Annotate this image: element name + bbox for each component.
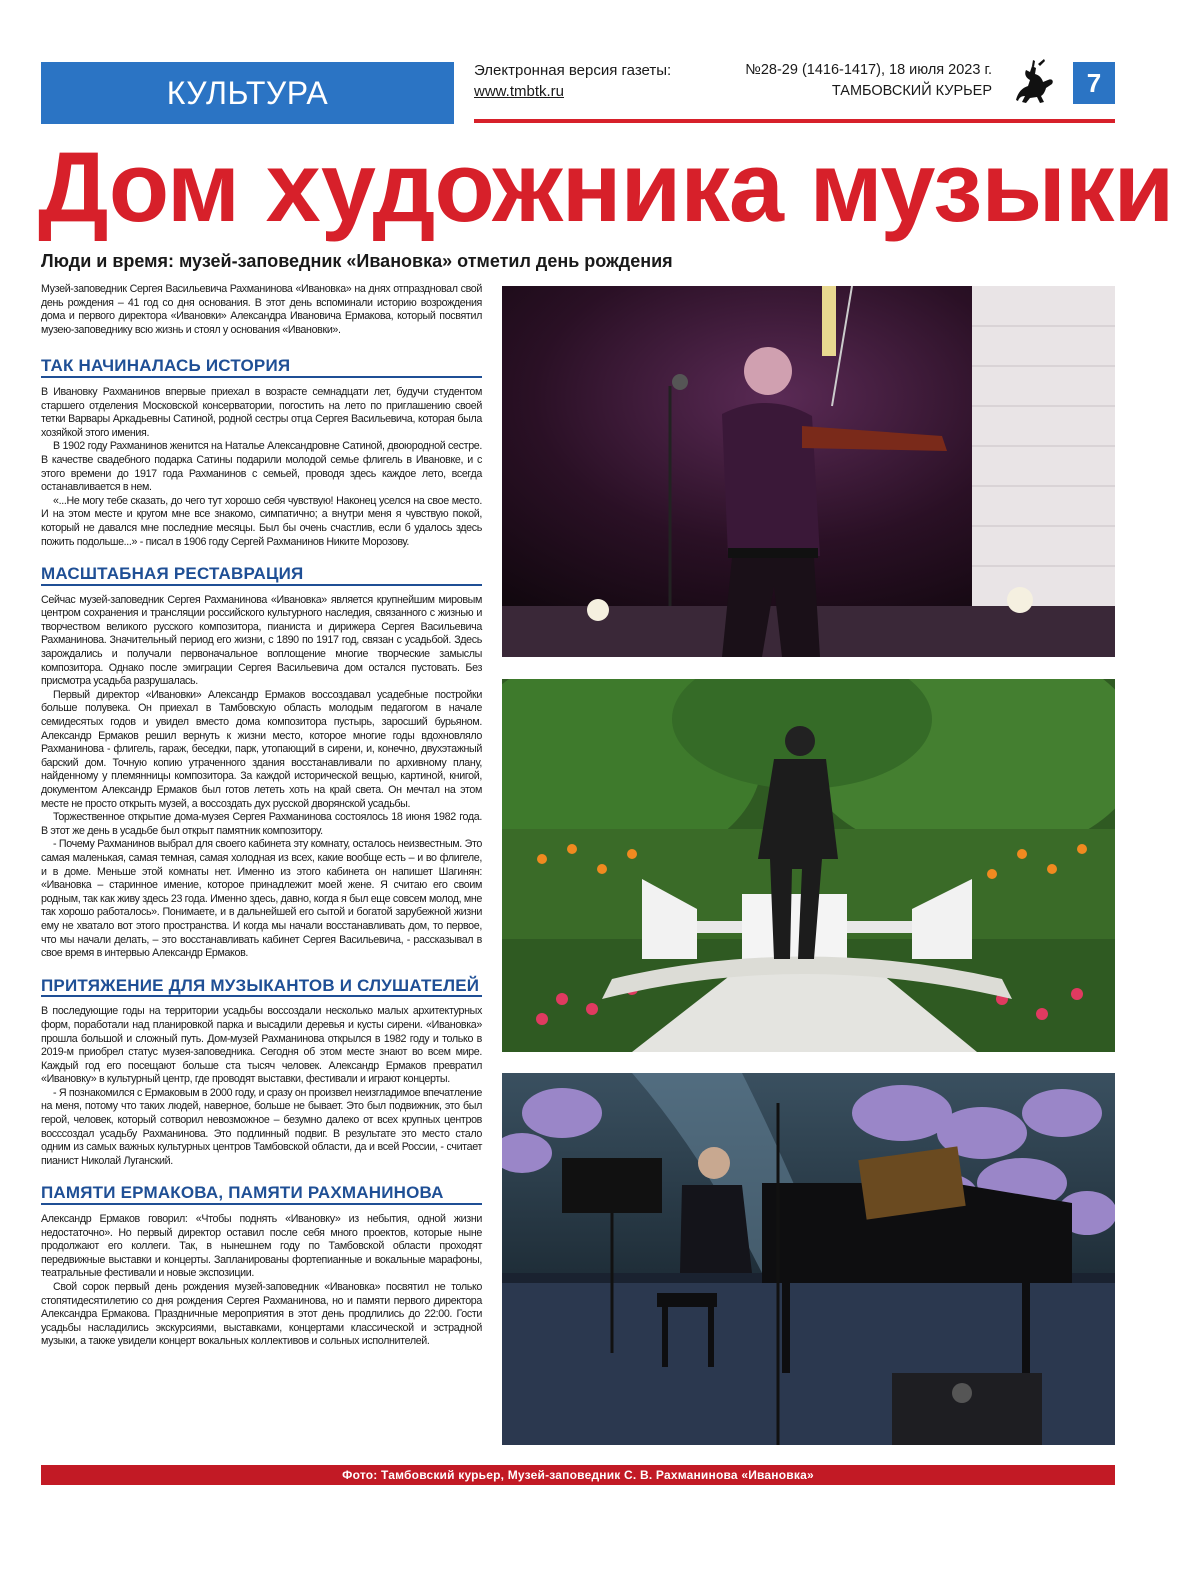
edition-info bbox=[474, 60, 704, 102]
article-subhead: Люди и время: музей-заповедник «Ивановка» отметил день рождения bbox=[41, 251, 673, 271]
paragraph: Торжественное открытие дома-музея Сергея Рахманинова состоялось 18 июня 1982 года. В этот же день в усадьбе был открыт памятник композитору. bbox=[41, 811, 482, 837]
pianist-photo bbox=[502, 1073, 1115, 1445]
paragraph: Александр Ермаков говорил: «Чтобы поднять «Ивановку» из небытия, одной жизни недостаточно». Но первый директор оставил после себя много проектов, которые ныне продолжают его коллеги. Так, в нынешнем году по Тамбовской области проходят передвижные выставки и концерты. Запланированы фортепианные и вокальные марафоны, театральные фестивали и новые экспозиции. bbox=[41, 1213, 482, 1280]
header-rule bbox=[474, 119, 1115, 123]
page-number-badge bbox=[1073, 62, 1115, 104]
page-number: 7 bbox=[1086, 67, 1102, 98]
paragraph: - Почему Рахманинов выбрал для своего кабинета эту комнату, осталось неизвестным. Это самая маленькая, самая темная, самая холодная из всех, какие вообще есть – и во флигеле, и в доме. Меньше этой комнаты нет. Именно из этого кабинета он напишет Шагинян: «Ивановка – старинное имение, которое принадлежит моей жене. Я считаю его своим родным, так как живу здесь 23 года. Именно здесь, давно, когда я был еще совсем молод, мне так хорошо работалось». Понимаете, и в дальнейшей его сытой и богатой зарубежной жизни ему не хватало вот этого пространства. И когда мы начали восстанавливать дом, то первое, что мы начали делать, – это восстанавливать кабинет Сергея Васильевича, - рассказывал в свое время в интервью Александр Ермаков. bbox=[41, 838, 482, 960]
monument-garden-photo bbox=[502, 679, 1115, 1052]
section-heading: МАСШТАБНАЯ РЕСТАВРАЦИЯ bbox=[41, 567, 482, 586]
paragraph: Первый директор «Ивановки» Александр Ермаков воссоздавал усадебные постройки больше полувека. Он приехал в Тамбовскую область молодым педагогом в начале семидесятых годов и увидел вместо дома композитора пустырь, заросший бурьяном. Александр Ермаков решил вернуть к жизни место, которое многие годы вдохновляло Рахманинова - флигель, гараж, беседки, парк, утопающий в сирени, и, конечно, двухэтажный барский дом. Точную копию утраченного здания восстанавливали по архивному плану, найденному у племянницы композитора. За каждой исторической вещью, картиной, книгой, документом Александр Ермаков был готов лететь хоть на край света. Он мечтал на этом месте не просто открыть музей, а воссоздать дух русской дворянской усадьбы. bbox=[41, 688, 482, 810]
paragraph: В Ивановку Рахманинов впервые приехал в возрасте семнадцати лет, будучи студентом старшего отделения Московской консерватории, погостить на лето по приглашению своей тетки Варвары Аркадьевны Сатиной, родной сестры отца Сергея Васильевича, которая была хозяйкой этого имения. bbox=[41, 385, 482, 439]
horseman-logo-icon bbox=[1008, 58, 1058, 106]
paragraph: В 1902 году Рахманинов женится на Наталье Александровне Сатиной, двоюродной сестре. В качестве свадебного подарка Сатины подарили молодой семье флигель в Ивановке, и с этого времени до 1917 года Рахманинов с семьей, проводя здесь каждое лето, всегда останавливается в нем. bbox=[41, 440, 482, 494]
paper-name: ТАМБОВСКИЙ КУРЬЕР bbox=[831, 83, 992, 99]
article-body bbox=[41, 283, 482, 1349]
paragraph: Сейчас музей-заповедник Сергея Рахманинова «Ивановка» является крупнейшим мировым центром сохранения и трансляции российского культурного наследия, связанного с жизнью и творчеством великого русского композитора, пианиста и дирижера Сергея Васильевича Рахманинова. Значительный период его жизни, с 1890 по 1917 год, связан с усадьбой. Здесь зарождались и получали первоначальное воплощение многие творческие замыслы композитора. Однако после эмиграции Сергея Васильевича дом остался пустовать. Без присмотра усадьба разрушалась. bbox=[41, 593, 482, 688]
section-banner bbox=[41, 62, 454, 124]
issue-number: №28-29 (1416-1417), 18 июля 2023 г. bbox=[745, 62, 992, 78]
section-label: КУЛЬТУРА bbox=[166, 74, 329, 111]
edition-label: Электронная версия газеты: bbox=[474, 62, 672, 79]
section-heading: ТАК НАЧИНАЛАСЬ ИСТОРИЯ bbox=[41, 359, 482, 378]
violinist-photo bbox=[502, 286, 1115, 657]
article-headline: Дом художника музыки bbox=[38, 131, 1174, 242]
photo-credit-bar bbox=[41, 1465, 1115, 1485]
paragraph: Свой сорок первый день рождения музей-заповедник «Ивановка» посвятил не только стопятидесятилетию со дня рождения Сергея Рахманинова, но и памяти первого директора Александра Ермакова. Праздничные мероприятия в этот день продлились до 22:00. Гости усадьбы насладились экскурсиями, выставками, концертами классической и эстрадной музыки, а также увидели концерт вокальных коллективов и сольных исполнителей. bbox=[41, 1281, 482, 1348]
paragraph: В последующие годы на территории усадьбы воссоздали несколько малых архитектурных форм, поработали над планировкой парка и высадили деревья и кусты сирени. «Ивановка» прошла большой и сложный путь. Дом-музей Рахманинова открылся в 1982 году и только в 2019-м приобрел статус музея-заповедника. Сегодня об этом месте знают во всем мире. Каждый год его посещают больше ста тысяч человек. Александр Ермаков превратил «Ивановку» в культурный центр, где проводят выставки, фестивали и играют концерты. bbox=[41, 1005, 482, 1086]
edition-site-link[interactable]: www.tmbtk.ru bbox=[474, 83, 565, 100]
paragraph: - Я познакомился с Ермаковым в 2000 году, и сразу он произвел неизгладимое впечатление на меня, потому что таких людей, наверное, больше не бывает. Это был подвижник, это был герой, человек, который сотворил невозможное – безумно далеко от всех крупных центров восссоздал усадьбу Рахманинова. Это подлинный подвиг. В результате это место стало одним из самых важных культурных центров Тамбовской области, да и всей России, - считает пианист Николай Луганский. bbox=[41, 1086, 482, 1167]
section-heading: ПАМЯТИ ЕРМАКОВА, ПАМЯТИ РАХМАНИНОВА bbox=[41, 1186, 482, 1205]
issue-info bbox=[700, 60, 992, 102]
section-heading: ПРИТЯЖЕНИЕ ДЛЯ МУЗЫКАНТОВ И СЛУШАТЕЛЕЙ bbox=[41, 979, 482, 998]
photo-credit: Фото: Тамбовский курьер, Музей-заповедник С. В. Рахманинова «Ивановка» bbox=[342, 1468, 814, 1482]
article-lead: Музей-заповедник Сергея Васильевича Рахманинова «Ивановка» на днях отпраздновал свой день рождения – 41 год со дня основания. В этот день вспоминали историю возрождения дома и первого директора «Ивановки» Александра Ивановича Ермакова, который посвятил музею-заповеднику всю жизнь и стоял у основания «Ивановки». bbox=[41, 283, 482, 336]
paragraph: «...Не могу тебе сказать, до чего тут хорошо себя чувствую! Наконец уселся на свое место. И на этом месте и кругом мне все знакомо, симпатично; а внутри меня я чувствую покой, который не давался мне последние месяцы. Был бы очень счастлив, если б удалось здесь пожить подольше...» - писал в 1906 году Сергей Рахманинов Никите Морозову. bbox=[41, 494, 482, 548]
